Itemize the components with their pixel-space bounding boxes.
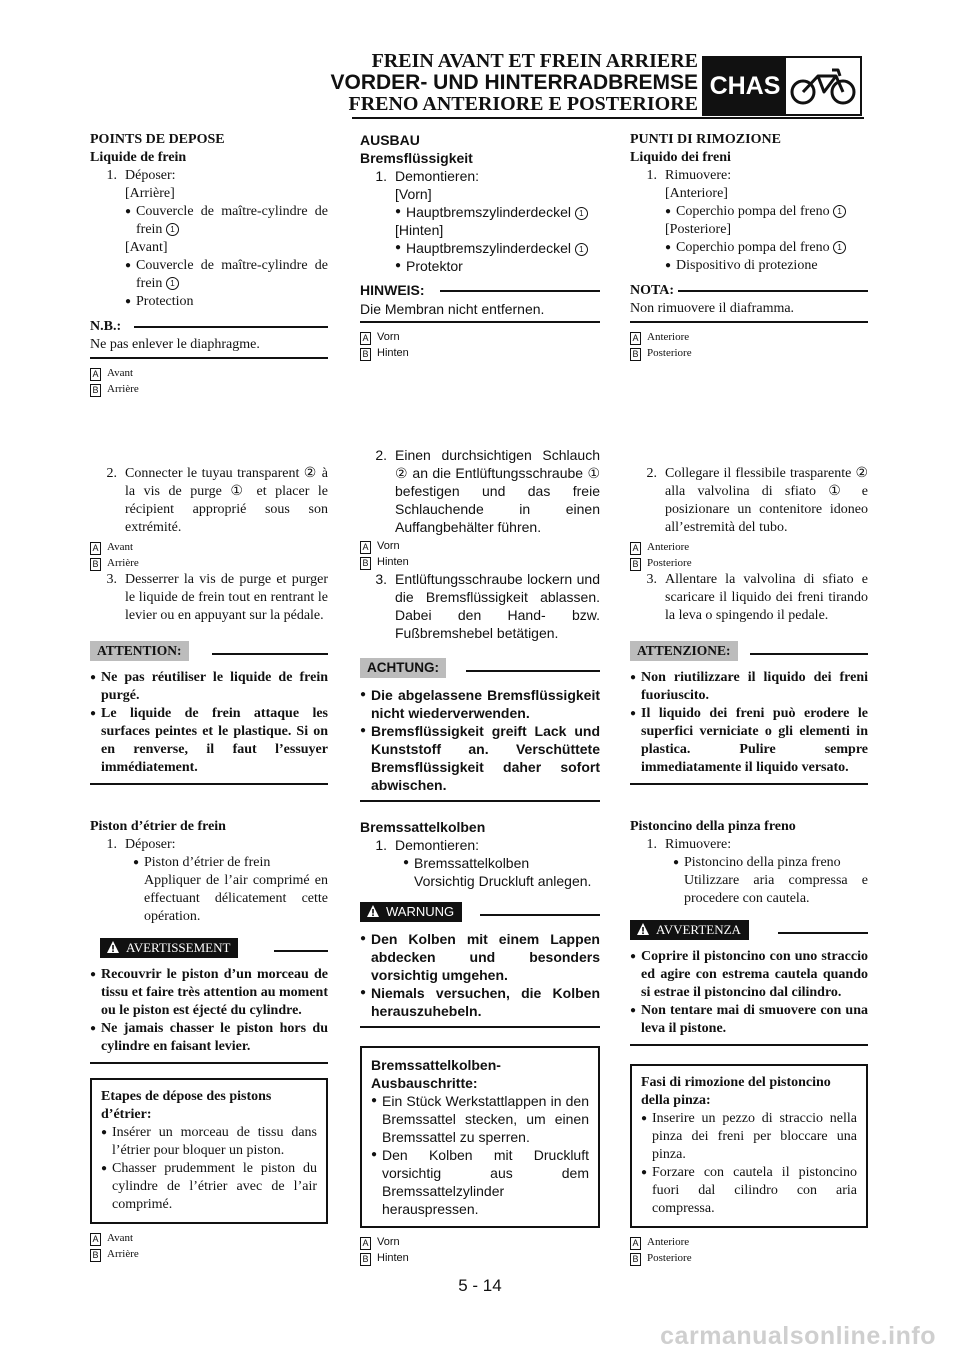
callout-number: 1 [833, 241, 846, 254]
procedure-note: Utilizzare aria compressa e procedere con cautela. [684, 873, 868, 906]
procedure-box: Fasi di rimozione del pistoncino della pinza: ● Inserire un pezzo di straccio nella pinza dei freni per bloccare una pinza. ● Forzare con cautela il pistoncino fuori dal cilindro con aria compressa. [630, 1064, 868, 1228]
figure-legend: A Vorn B Hinten [360, 329, 600, 361]
note-label: HINWEIS: [360, 282, 425, 298]
title-italian: FRENO ANTERIORE E POSTERIORE [348, 93, 698, 115]
figure-legend: A Avant B Arrière [90, 539, 328, 571]
motorcycle-icon [786, 58, 860, 114]
french-column-middle: 2. Connecter le tuyau transparent ② à la vis de purge ① et placer le récipient approprié sous son extrémité. A Avant B Arrière 3. Desserrer la vis de purge et purger le liquide de frein tout en rentrant le levier ou en appuyant sur la pédale. ATTENTION: ● Ne pas réutiliser le liquide de frein purgé. ● Le liquide de frein attaque les surfaces peintes et le plastique. Si on en renverse, il faut l’essuyer immédiatement. [90, 465, 328, 785]
warning-block: AVERTISSEMENT ● Recouvrir le piston d’un morceau de tissu et faire très attention au moment ou le piston est éjecté du cylindre. ● Ne jamais chasser le piston hors du cylindre en faisant levier. [90, 938, 328, 1064]
warning-item: Den Kolben mit einem Lappen abdecken und besonders vorsichtig umgehen. [371, 931, 600, 983]
subheading: Piston d’étrier de frein [90, 819, 226, 834]
note-label: N.B.: [90, 319, 122, 334]
step-text: Déposer: [125, 168, 176, 183]
part-item: Piston d’étrier de frein [144, 855, 271, 870]
procedure-title: Fasi di rimozione del pistoncino della pinza: [641, 1075, 831, 1108]
note-label: NOTA: [630, 283, 675, 298]
step-text: Allentare la valvolina di sfiato e scaricare il liquido dei freni tirando la leva o spingendo il pedale. [665, 572, 868, 623]
procedure-step: Forzare con cautela il pistoncino fuori dal cilindro con aria compressa. [652, 1165, 857, 1216]
french-column-top: POINTS DE DEPOSE Liquide de frein 1. Déposer: [Arrière] ● Couvercle de maître-cylindre de frein 1 [Avant] ● Couvercle de maître-cylindre de frein 1 ● Protection N.B.: Ne pas enlever le diaphragme. A Avant B Arrière [90, 132, 328, 395]
section-heading: POINTS DE DEPOSE [90, 132, 225, 147]
italian-column-bottom: Pistoncino della pinza freno 1. Rimuovere: ● Pistoncino della pinza freno Utilizzare aria compressa e procedere con cautela. AVVERTENZA ● Coprire il pistoncino con uno straccio ed agire con estrema cautela quando si estrae il pistoncino dal cilindro. ● Non tentare mai di smuovere con una leva il pistone. Fasi di rimozione del pistoncino della pinza: ● Inserire un pezzo di straccio nella pinza dei freni per bloccare una pinza. ● Forzare con cautela il pistoncino fuori dal cilindro con aria compressa. A Anteriore B Posteriore [630, 819, 868, 1264]
procedure-title: Etapes de dépose des pistons d’étrier: [101, 1089, 272, 1122]
warning-item: Recouvrir le piston d’un morceau de tissu et faire très attention au moment ou le piston est éjecté du cylindre. [101, 967, 328, 1018]
section-heading: AUSBAU [360, 132, 420, 148]
figure-legend: A Vorn B Hinten [360, 538, 600, 570]
procedure-box: Bremssattelkolben-Ausbauschritte: ● Ein Stück Werkstattlappen in den Bremssattel stecken, um einen Bremssattel zu sperren. ● Den Kolben mit Druckluft vorsichtig aus dem Bremssattelzylinder herauspressen. [360, 1046, 600, 1228]
subheading: Pistoncino della pinza freno [630, 819, 796, 834]
position-label: [Arrière] [125, 186, 175, 201]
step-text: Einen durchsichtigen Schlauch ② an die Entlüftungsschraube ① befestigen und das freie Schlauchende in einen Auffangbehälter führen. [395, 447, 600, 535]
german-column-bottom: Bremssattelkolben 1. Demontieren: ● Bremssattelkolben Vorsichtig Druckluft anlegen. WARNUNG ● Den Kolben mit einem Lappen abdecken und besonders vorsichtig umgehen. ● Niemals versuchen, die Kolben herauszuhebeln. Bremssattelkolben-Ausbauschritte: ● Ein Stück Werkstattlappen in den Bremssattel stecken, um einen Bremssattel zu sperren. ● Den Kolben mit Druckluft vorsichtig aus dem Bremssattelzylinder herauspressen. A Vorn B Hinten [360, 819, 600, 1264]
german-column-middle: 2. Einen durchsichtigen Schlauch ② an die Entlüftungsschraube ① befestigen und das freie Schlauchende in einen Auffangbehälter führen. A Vorn B Hinten 3. Entlüftungsschraube lockern und die Bremsflüssigkeit ablassen. Dabei den Hand- bzw. Fußbremshebel betätigen. ACHTUNG: ● Die abgelassene Bremsflüssigkeit nicht wiederverwenden. ● Bremsflüssigkeit greift Lack und Kunststoff an. Verschüttete Bremsflüssigkeit daher sofort abwischen. [360, 446, 600, 802]
header-rule [352, 117, 864, 119]
note-text: Ne pas enlever le diaphragme. [90, 337, 260, 352]
warning-icon [636, 922, 650, 936]
part-item: Dispositivo di protezione [676, 258, 818, 273]
procedure-step: Insérer un morceau de tissu dans l’étrier pour bloquer un piston. [112, 1125, 317, 1158]
figure-legend: A Vorn B Hinten [360, 1234, 600, 1266]
italian-column-middle: 2. Collegare il flessibile trasparente ② alla valvolina di sfiato ① e posizionare un contenitore idoneo all’estremità del tubo. A Anteriore B Posteriore 3. Allentare la valvolina di sfiato e scaricare il liquido dei freni tirando la leva o spingendo il pedale. ATTENZIONE: ● Non riutilizzare il liquido dei freni fuoriuscito. ● Il liquido dei freni può erodere le superfici verniciate o gli elementi in plastica. Pulire sempre immediatamente il liquido versato. [630, 465, 868, 785]
part-item: Hauptbremszylinderdeckel [406, 240, 571, 256]
note-block [360, 281, 600, 323]
warning-block: AVVERTENZA ● Coprire il pistoncino con uno straccio ed agire con estrema cautela quando si estrae il pistoncino dal cilindro. ● Non tentare mai di smuovere con una leva il pistone. [630, 920, 868, 1046]
caution-label: ATTENTION: [90, 641, 189, 661]
part-item: Coperchio pompa del freno [676, 240, 830, 255]
procedure-title: Bremssattelkolben-Ausbauschritte: [371, 1057, 501, 1091]
position-label: [Avant] [125, 240, 168, 255]
section-badge [702, 56, 862, 116]
callout-number: 1 [166, 223, 179, 236]
procedure-note: Appliquer de l’air comprimé en effectuant délicatement cette opération. [144, 873, 328, 924]
caution-item: Ne pas réutiliser le liquide de frein purgé. [101, 670, 328, 703]
step-text: Rimuovere: [665, 168, 732, 183]
part-item: Bremssattelkolben [414, 855, 530, 871]
caution-label: ACHTUNG: [360, 658, 446, 678]
procedure-step: Chasser prudemment le piston du cylindre de l’étrier avec de l’air comprimé. [112, 1161, 317, 1212]
caution-label: ATTENZIONE: [630, 641, 738, 661]
figure-legend: A Anteriore B Posteriore [630, 1234, 868, 1266]
title-german: VORDER- UND HINTERRADBREMSE [330, 71, 698, 94]
subheading: Liquido dei freni [630, 150, 731, 165]
step-text: Collegare il flessibile trasparente ② alla valvolina di sfiato ① e posizionare un contenitore idoneo all’estremità del tubo. [665, 466, 868, 535]
section-heading: PUNTI DI RIMOZIONE [630, 132, 781, 147]
warning-item: Coprire il pistoncino con uno straccio ed agire con estrema cautela quando si estrae il pistoncino dal cilindro. [641, 949, 868, 1000]
part-item: Couvercle de maître-cylindre de frein [136, 258, 328, 291]
caution-block: ATTENTION: ● Ne pas réutiliser le liquide de frein purgé. ● Le liquide de frein attaque les surfaces peintes et le plastique. Si on en renverse, il faut l’essuyer immédiatement. [90, 641, 328, 785]
caution-item: Le liquide de frein attaque les surfaces peintes et le plastique. Si on en renverse, il faut l’essuyer immédiatement. [101, 706, 328, 775]
caution-item: Il liquido dei freni può erodere le superfici verniciate o gli elementi in plastica. Pulire sempre immediatamente il liquido versato. [641, 706, 868, 775]
section-tag: CHAS [704, 58, 786, 114]
callout-number: 1 [575, 243, 588, 256]
german-column-top: AUSBAU Bremsflüssigkeit 1. Demontieren: [Vorn] ● Hauptbremszylinderdeckel 1 [Hinten] ● Hauptbremszylinderdeckel 1 ● Protektor HINWEIS: Die Membran nicht entfernen. A Vorn B Hinten [360, 131, 600, 361]
figure-legend: A Avant B Arrière [90, 365, 328, 397]
procedure-step: Inserire un pezzo di straccio nella pinza dei freni per bloccare una pinza. [652, 1111, 857, 1162]
subheading: Bremsflüssigkeit [360, 150, 473, 166]
warning-label: WARNUNG [360, 902, 462, 922]
part-item: Protektor [406, 258, 463, 274]
step-text: Connecter le tuyau transparent ② à la vis de purge ① et placer le récipient approprié sous son extrémité. [125, 466, 328, 535]
subheading: Liquide de frein [90, 150, 187, 165]
subheading: Bremssattelkolben [360, 819, 486, 835]
caution-item: Die abgelassene Bremsflüssigkeit nicht wiederverwenden. [371, 687, 600, 721]
title-french: FREIN AVANT ET FREIN ARRIERE [371, 50, 698, 72]
step-text: Desserrer la vis de purge et purger le liquide de frein tout en rentrant le levier ou en appuyant sur la pédale. [125, 572, 328, 623]
caution-item: Non riutilizzare il liquido dei freni fuoriuscito. [641, 670, 868, 703]
caution-block: ACHTUNG: ● Die abgelassene Bremsflüssigkeit nicht wiederverwenden. ● Bremsflüssigkeit greift Lack und Kunststoff an. Verschüttete Bremsflüssigkeit daher sofort abwischen. [360, 658, 600, 802]
step-text: Rimuovere: [665, 837, 732, 852]
procedure-box: Etapes de dépose des pistons d’étrier: ● Insérer un morceau de tissu dans l’étrier pour bloquer un piston. ● Chasser prudemment le piston du cylindre de l’étrier avec de l’air comprimé. [90, 1078, 328, 1224]
page-number: 5 - 14 [458, 1276, 502, 1295]
warning-block: WARNUNG ● Den Kolben mit einem Lappen abdecken und besonders vorsichtig umgehen. ● Niemals versuchen, die Kolben herauszuhebeln. [360, 902, 600, 1028]
warning-item: Ne jamais chasser le piston hors du cylindre en faisant levier. [101, 1021, 328, 1054]
step-text: Demontieren: [395, 837, 480, 853]
position-label: [Vorn] [395, 186, 432, 202]
figure-legend: A Anteriore B Posteriore [630, 329, 868, 361]
position-label: [Anteriore] [665, 186, 728, 201]
part-item: Pistoncino della pinza freno [684, 855, 841, 870]
caution-block: ATTENZIONE: ● Non riutilizzare il liquido dei freni fuoriuscito. ● Il liquido dei freni può erodere le superfici verniciate o gli elementi in plastica. Pulire sempre immediatamente il liquido versato. [630, 641, 868, 785]
part-item: Couvercle de maître-cylindre de frein [136, 204, 328, 237]
callout-number: 1 [833, 205, 846, 218]
warning-label: AVERTISSEMENT [100, 938, 238, 958]
callout-number: 1 [166, 277, 179, 290]
note-block [630, 281, 868, 323]
step-text: Déposer: [125, 837, 176, 852]
caution-item: Bremsflüssigkeit greift Lack und Kunststoff an. Verschüttete Bremsflüssigkeit daher sofort abwischen. [371, 723, 600, 793]
note-block [90, 317, 328, 359]
callout-number: 1 [575, 207, 588, 220]
french-column-bottom: Piston d’étrier de frein 1. Déposer: ● Piston d’étrier de frein Appliquer de l’air comprimé en effectuant délicatement cette opération. AVERTISSEMENT ● Recouvrir le piston d’un morceau de tissu et faire très attention au moment ou le piston est éjecté du cylindre. ● Ne jamais chasser le piston hors du cylindre en faisant levier. Etapes de dépose des pistons d’étrier: ● Insérer un morceau de tissu dans l’étrier pour bloquer un piston. ● Chasser prudemment le piston du cylindre de l’étrier avec de l’air comprimé. A Avant B Arrière [90, 819, 328, 1260]
note-text: Non rimuovere il diaframma. [630, 301, 795, 316]
part-item: Protection [136, 294, 194, 309]
figure-legend: A Anteriore B Posteriore [630, 539, 868, 571]
figure-legend: A Avant B Arrière [90, 1230, 328, 1262]
position-label: [Hinten] [395, 222, 444, 238]
warning-icon [106, 940, 120, 954]
procedure-step: Den Kolben mit Druckluft vorsichtig aus dem Bremssattelzylinder herauspressen. [382, 1147, 589, 1217]
position-label: [Posteriore] [665, 222, 732, 237]
note-text: Die Membran nicht entfernen. [360, 301, 545, 317]
warning-label: AVVERTENZA [630, 920, 749, 940]
warning-item: Niemals versuchen, die Kolben herauszuhebeln. [371, 985, 600, 1019]
watermark: carmanualsonline.info [660, 1322, 936, 1350]
warning-item: Non tentare mai di smuovere con una leva il pistone. [641, 1003, 868, 1036]
procedure-note: Vorsichtig Druckluft anlegen. [414, 873, 592, 889]
step-text: Entlüftungsschraube lockern und die Bremsflüssigkeit ablassen. Dabei den Hand- bzw. Fußbremshebel betätigen. [395, 571, 600, 641]
procedure-step: Ein Stück Werkstattlappen in den Bremssattel stecken, um einen Bremssattel zu sperren. [382, 1093, 589, 1145]
italian-column-top: PUNTI DI RIMOZIONE Liquido dei freni 1. Rimuovere: [Anteriore] ● Coperchio pompa del freno 1 [Posteriore] ● Coperchio pompa del freno 1 ● Dispositivo di protezione NOTA: Non rimuovere il diaframma. A Anteriore B Posteriore [630, 131, 868, 361]
part-item: Hauptbremszylinderdeckel [406, 204, 571, 220]
part-item: Coperchio pompa del freno [676, 204, 830, 219]
step-text: Demontieren: [395, 168, 480, 184]
warning-icon [366, 904, 380, 918]
